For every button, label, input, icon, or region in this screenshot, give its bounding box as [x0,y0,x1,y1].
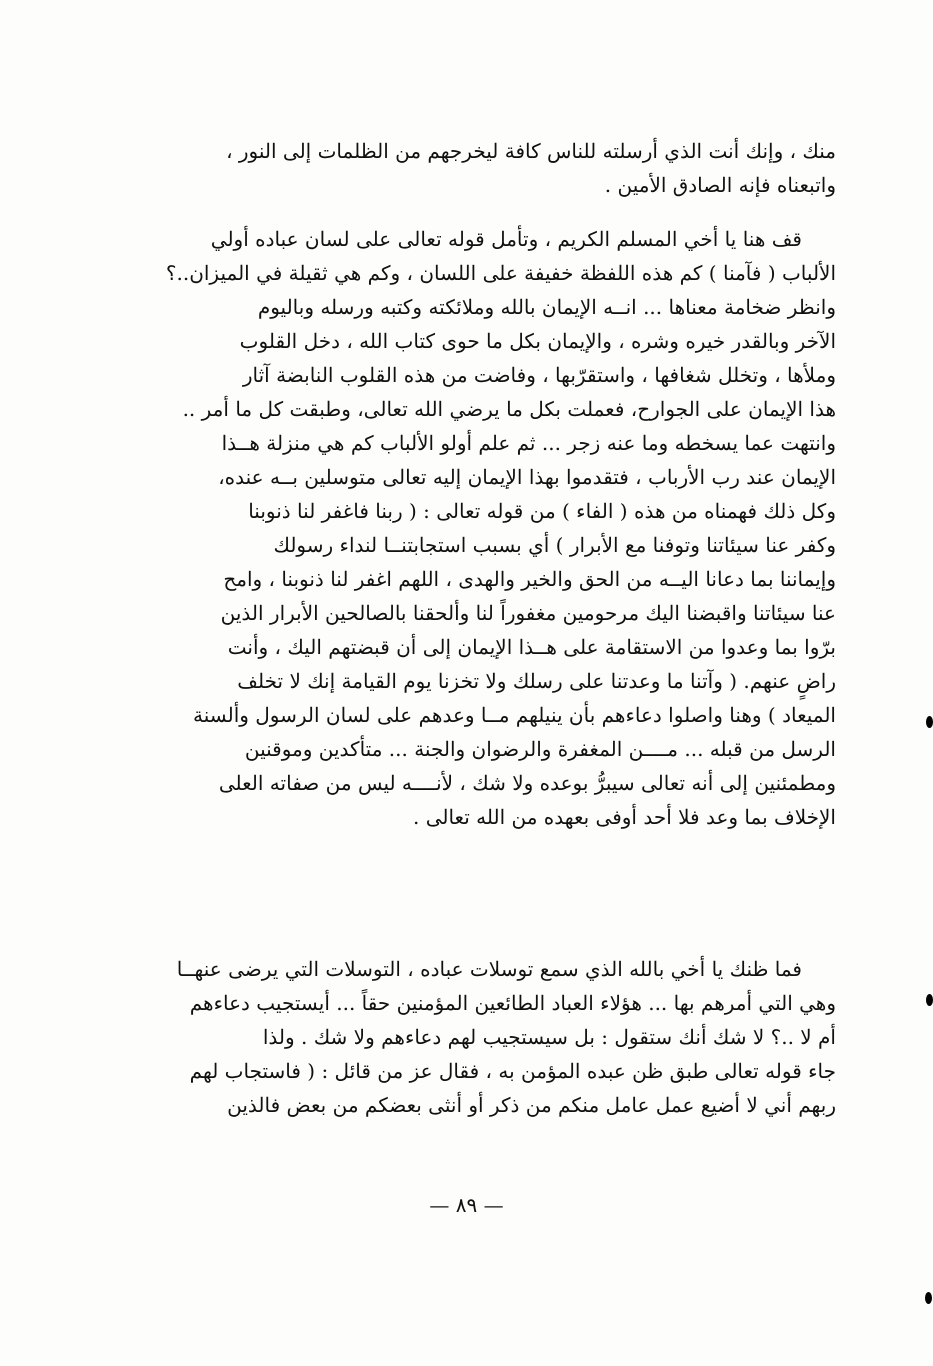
margin-dot-mark [925,1292,932,1304]
paragraph-2 [160,222,836,834]
paragraph-1 [160,134,836,202]
text-line: وانتهت عما يسخطه وما عنه زجر ... ثم علم أولو الألباب كم هي منزلة هــذا [221,431,836,455]
text-line: وهي التي أمرهم بها ... هؤلاء العباد الطائعين المؤمنين حقاً ... أيستجيب دعاءهم [189,991,836,1015]
text-line: ومطمئنين إلى أنه تعالى سيبرُّ بوعده ولا شك ، لأنــــه ليس من صفاته العلى [218,771,836,795]
text-line: وكل ذلك فهمناه من هذه ( الفاء ) من قوله تعالى : ( ربنا فاغفر لنا ذنوبنا [248,499,836,523]
page-number: — ٨٩ — [429,1193,504,1217]
text-line: الرسل من قبله ... مــــن المغفرة والرضوان والجنة ... متأكدين وموقنين [244,737,836,761]
text-line: الإيمان عند رب الأرباب ، فتقدموا بهذا الإيمان إليه تعالى متوسلين بــه عنده، [218,465,836,489]
text-line: وملأها ، وتخلل شغافها ، واستقرّبها ، وفاضت من هذه القلوب النابضة آثار [242,363,836,387]
text-line: فما ظنك يا أخي بالله الذي سمع توسلات عباده ، التوسلات التي يرضى عنهــا [176,957,802,981]
text-line: ربهم أني لا أضيع عمل عامل منكم من ذكر أو أنثى بعضكم من بعض فالذين [227,1093,836,1117]
text-line: جاء قوله تعالى طبق ظن عبده المؤمن به ، فقال عز من قائل : ( فاستجاب لهم [189,1059,836,1083]
text-line: هذا الإيمان على الجوارح، فعملت بكل ما يرضي الله تعالى، وطبقت كل ما أمر .. [182,397,836,421]
text-line: الألباب ( فآمنا ) كم هذه اللفظة خفيفة على اللسان ، وكم هي ثقيلة في الميزان..؟ [165,261,836,285]
text-line: أم لا ..؟ لا شك أنك ستقول : بل سيستجيب لهم دعاءهم ولا شك . ولذا [262,1025,836,1049]
margin-dot-mark [926,994,933,1006]
text-line: الإخلاف بما وعد فلا أحد أوفى بعهده من الله تعالى . [412,805,836,829]
text-line: برّوا بما وعدوا من الاستقامة على هــذا الإيمان إلى أن قبضتهم اليك ، وأنت [227,635,836,659]
text-line: وانظر ضخامة معناها ... انــه الإيمان بالله وملائكته وكتبه ورسله وباليوم [257,295,836,319]
text-line: منك ، وإنك أنت الذي أرسلته للناس كافة ليخرجهم من الظلمات إلى النور ، [226,139,836,163]
text-line: راضٍ عنهم. ( وآتنا ما وعدتنا على رسلك ولا تخزنا يوم القيامة إنك لا تخلف [237,669,836,693]
text-line: الآخر وبالقدر خيره وشره ، والإيمان بكل ما حوى كتاب الله ، دخل القلوب [239,329,836,353]
text-line: وكفر عنا سيئاتنا وتوفنا مع الأبرار ) أي بسبب استجابتنــا لنداء رسولك [273,533,836,557]
text-line: واتبعناه فإنه الصادق الأمين . [604,173,836,197]
text-line: قف هنا يا أخي المسلم الكريم ، وتأمل قوله تعالى على لسان عباده أولي [210,227,802,251]
paragraph-3 [160,952,836,1122]
text-line: وإيماننا بما دعانا اليــه من الحق والخير والهدى ، اللهم اغفر لنا ذنوبنا ، وامح [223,567,836,591]
text-line: عنا سيئاتنا واقبضنا اليك مرحومين مغفوراً لنا وألحقنا بالصالحين الأبرار الذين [220,601,836,625]
margin-dot-mark [926,716,933,728]
text-line: الميعاد ) وهنا واصلوا دعاءهم بأن ينيلهم مــا وعدهم على لسان الرسول وألسنة [193,703,836,727]
